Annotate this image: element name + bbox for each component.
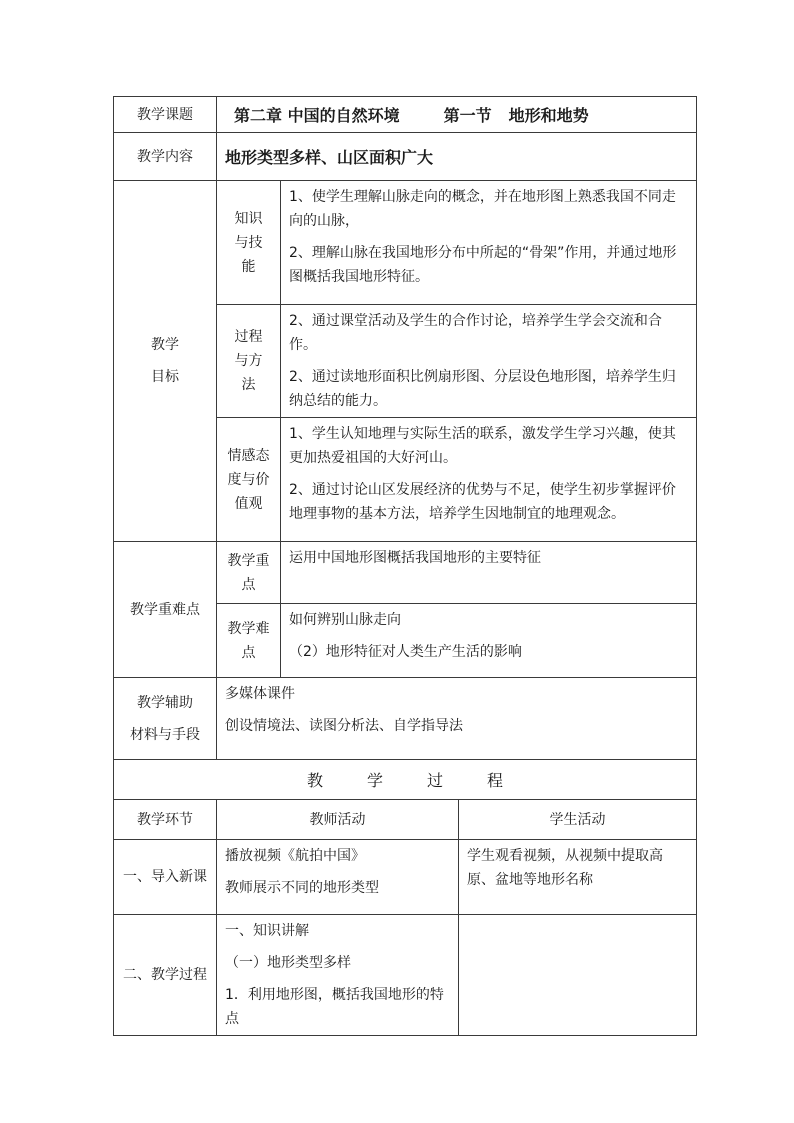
- aids-content: [217, 678, 697, 760]
- process-method-content: [281, 305, 697, 418]
- teacher-activity-item: （一）地形类型多样: [225, 955, 351, 971]
- difficulty-item: 如何辨别山脉走向: [289, 612, 401, 628]
- knowledge-label: 知识与技能: [217, 181, 281, 305]
- emotion-values-label: 情感态度与价值观: [217, 418, 281, 542]
- key-points-label: 教学重难点: [114, 542, 217, 678]
- difficulty-content: [281, 604, 697, 678]
- process-method-label: 过程与方法: [217, 305, 281, 418]
- knowledge-item: 1、使学生理解山脉走向的概念，并在地形图上熟悉我国不同走向的山脉，: [289, 189, 676, 229]
- lesson-plan-table: [113, 96, 697, 1036]
- content-value: 地形类型多样、山区面积广大: [217, 133, 697, 181]
- chapter-title: 第二章 中国的自然环境: [234, 106, 400, 125]
- content-label: 教学内容: [114, 133, 217, 181]
- process-method-item: 2、通过课堂活动及学生的合作讨论，培养学生学会交流和合作。: [289, 313, 662, 353]
- knowledge-content: [281, 181, 697, 305]
- difficulty-label: 教学难点: [217, 604, 281, 678]
- teacher-activity-item: 一、知识讲解: [225, 923, 309, 939]
- col-header-stage: 教学环节: [114, 800, 217, 840]
- process-title-cell: [114, 760, 697, 800]
- topic-value: [217, 97, 697, 133]
- teacher-activity-cell: [217, 915, 459, 1036]
- knowledge-item: 2、理解山脉在我国地形分布中所起的“骨架”作用，并通过地形图概括我国地形特征。: [289, 245, 677, 285]
- teacher-activity-item: 播放视频《航拍中国》: [225, 848, 365, 864]
- emotion-values-item: 1、学生认知地理与实际生活的联系，激发学生学习兴趣，使其更加热爱祖国的大好河山。: [289, 426, 676, 466]
- emotion-values-content: [281, 418, 697, 542]
- objectives-label-line2: 目标: [151, 369, 179, 385]
- teacher-activity-item: 1．利用地形图，概括我国地形的特点: [225, 987, 444, 1027]
- aids-label-line2: 材料与手段: [130, 726, 200, 743]
- student-activity-cell: [459, 840, 697, 915]
- objectives-label-line1: 教学: [151, 337, 179, 353]
- focus-label: 教学重点: [217, 542, 281, 604]
- stage-cell: 二、教学过程: [114, 915, 217, 1036]
- teacher-activity-item: 教师展示不同的地形类型: [225, 880, 379, 896]
- section-title: 地形和地势: [508, 106, 589, 125]
- emotion-values-item: 2、通过讨论山区发展经济的优势与不足，使学生初步掌握评价地理事物的基本方法，培养学生因地制宜的地理观念。: [289, 482, 676, 522]
- aids-label-line1: 教学辅助: [137, 694, 193, 711]
- aids-label: [114, 678, 217, 760]
- objectives-label: [114, 181, 217, 542]
- col-header-student: 学生活动: [459, 800, 697, 840]
- col-header-teacher: 教师活动: [217, 800, 459, 840]
- stage-cell: 一、导入新课: [114, 840, 217, 915]
- section-number: 第一节: [443, 106, 492, 125]
- aids-item: 多媒体课件: [225, 686, 295, 702]
- aids-item: 创设情境法、读图分析法、自学指导法: [225, 718, 463, 734]
- student-activity-cell: [459, 915, 697, 1036]
- topic-label: 教学课题: [114, 97, 217, 133]
- process-title: 教学过程: [306, 771, 547, 790]
- student-activity-item: 学生观看视频，从视频中提取高原、盆地等地形名称: [467, 848, 663, 888]
- difficulty-item: （2）地形特征对人类生产生活的影响: [289, 644, 522, 660]
- process-method-item: 2、通过读地形面积比例扇形图、分层设色地形图，培养学生归纳总结的能力。: [289, 369, 676, 409]
- teacher-activity-cell: [217, 840, 459, 915]
- focus-value: 运用中国地形图概括我国地形的主要特征: [281, 542, 697, 604]
